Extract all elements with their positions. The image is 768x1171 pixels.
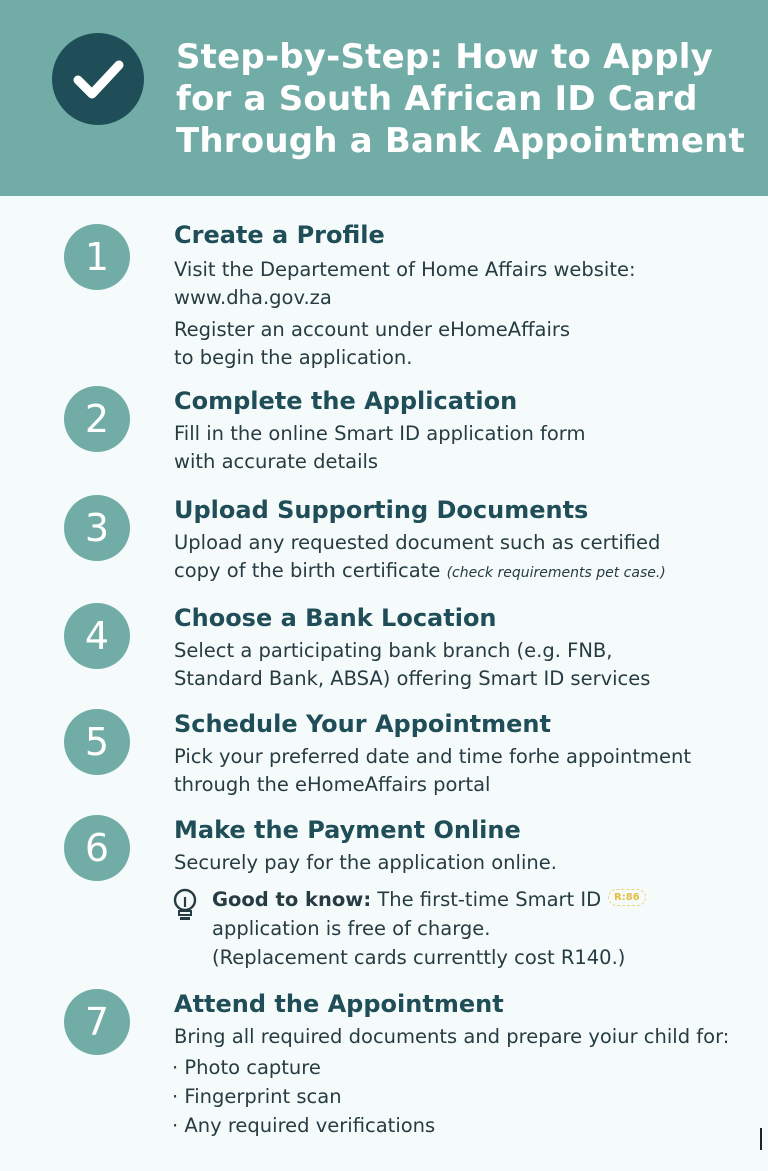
step-title: Choose a Bank Location: [174, 604, 497, 632]
step-number-badge: 1: [64, 224, 130, 290]
step-title: Schedule Your Appointment: [174, 710, 551, 738]
step-number-badge: 6: [64, 815, 130, 881]
step-title: Create a Profile: [174, 221, 385, 249]
step-title: Upload Supporting Documents: [174, 496, 589, 524]
requirements-note: (check requirements pet case.): [446, 565, 666, 581]
step-title: Complete the Application: [174, 387, 518, 415]
step-description: Visit the Departement of Home Affairs website: www.dha.gov.za Register an account under eHomeAffairs to begin the application.: [174, 258, 636, 369]
header-banner: [0, 0, 768, 196]
step-title: Attend the Appointment: [174, 990, 504, 1018]
step-description: Fill in the online Smart ID application form with accurate details: [174, 422, 586, 473]
website-link[interactable]: www.dha.gov.za: [174, 286, 332, 309]
step-description: Securely pay for the application online.: [174, 851, 557, 874]
checkmark-icon: [52, 33, 144, 125]
tip-text: Good to know: The first-time Smart ID application is free of charge. (Replacement cards currenttly cost R140.): [212, 888, 626, 969]
step-description: Upload any requested document such as certified copy of the birth certificate (check requirements pet case.): [174, 531, 666, 582]
page-title: Step-by-Step: How to Apply for a South African ID Card Through a Bank Appointment: [176, 37, 746, 161]
step-description: Select a participating bank branch (e.g. FNB, Standard Bank, ABSA) offering Smart ID services: [174, 639, 651, 690]
list-item: · Any required verifications: [172, 1114, 436, 1137]
step-number-badge: 3: [64, 495, 130, 561]
lightbulb-icon: [172, 887, 198, 925]
step-number-badge: 2: [64, 386, 130, 452]
edge-mark: [760, 1128, 762, 1150]
requirements-list: [172, 1053, 435, 1140]
list-item: · Photo capture: [172, 1056, 321, 1079]
step-description: Pick your preferred date and time forhe appointment through the eHomeAffairs portal: [174, 745, 692, 796]
step-number-badge: 4: [64, 603, 130, 669]
step-number-badge: 7: [64, 989, 130, 1055]
step-description: Bring all required documents and prepare yoiur child for:: [174, 1025, 730, 1048]
tip-label: Good to know:: [212, 888, 372, 911]
step-title: Make the Payment Online: [174, 816, 521, 844]
step-number-badge: 5: [64, 709, 130, 775]
list-item: · Fingerprint scan: [172, 1085, 342, 1108]
price-badge: R:86: [608, 889, 646, 906]
